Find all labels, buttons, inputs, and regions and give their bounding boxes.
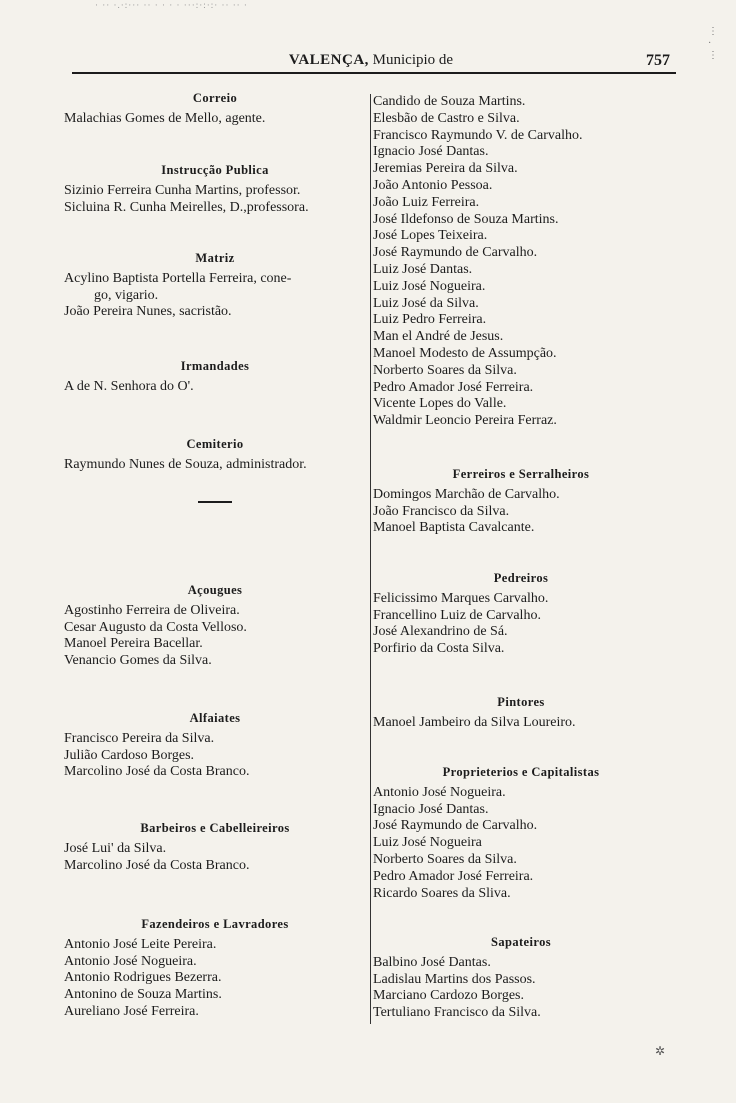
section-heading: Fazendeiros e Lavradores xyxy=(141,917,289,931)
section-correio xyxy=(64,90,366,128)
entry-line: Luiz José Nogueira xyxy=(373,835,482,851)
section-proprietarios xyxy=(373,764,669,902)
entry-line: Luiz José Nogueira. xyxy=(373,278,486,294)
entry-line: Venancio Gomes da Silva. xyxy=(64,653,212,669)
entry-line: Francisco Pereira da Silva. xyxy=(64,730,215,746)
section-irmandades xyxy=(64,358,366,396)
section-heading: Cemiterio xyxy=(186,437,244,451)
entry-line: Ignacio José Dantas. xyxy=(373,801,489,817)
section-heading: Ferreiros e Serralheiros xyxy=(452,467,590,481)
section-instrucao-publica xyxy=(64,162,366,216)
entry-line: Agostinho Ferreira de Oliveira. xyxy=(64,602,240,618)
entry-line: Manoel Modesto de Assumpção. xyxy=(373,345,557,361)
entry-line: João Luiz Ferreira. xyxy=(373,194,480,210)
entry-line: Tertuliano Francisco da Silva. xyxy=(373,1005,541,1021)
entry-line: Waldmir Leoncio Pereira Ferraz. xyxy=(373,413,557,429)
entry-line: João Pereira Nunes, sacristão. xyxy=(64,304,232,320)
entry-line: Sicluina R. Cunha Meirelles, D.,professora. xyxy=(64,199,309,215)
section-heading: Sapateiros xyxy=(490,935,552,949)
section-heading: Proprieterios e Capitalistas xyxy=(442,765,600,779)
entry-line: Julião Cardoso Borges. xyxy=(64,747,195,763)
entry-line: Ignacio José Dantas. xyxy=(373,144,489,160)
entry-line: José Lui' da Silva. xyxy=(64,840,167,856)
entry-line: Manoel Jambeiro da Silva Loureiro. xyxy=(373,714,576,730)
entry-line: Luiz José Dantas. xyxy=(373,261,473,277)
header-rule xyxy=(72,72,676,74)
entry-line: Pedro Amador José Ferreira. xyxy=(373,868,534,884)
entry-line: Balbino José Dantas. xyxy=(373,954,491,970)
entry-line: Acylino Baptista Portella Ferreira, cone- xyxy=(64,270,292,286)
entry-line: Raymundo Nunes de Souza, administrador. xyxy=(64,456,307,472)
scan-noise: · ·· ·.·:··· ·· · · · · ···:·:·:· ·· ·· · xyxy=(95,0,248,10)
section-barbeiros xyxy=(64,820,366,874)
entry-line: Antonio José Nogueira. xyxy=(373,784,506,800)
section-heading: Irmandades xyxy=(180,359,250,373)
entry-line: Domingos Marchão de Carvalho. xyxy=(373,486,560,502)
section-heading: Alfaiates xyxy=(189,711,241,725)
entry-line: Francellino Luiz de Carvalho. xyxy=(373,607,541,623)
entry-line: José Lopes Teixeira. xyxy=(373,228,488,244)
scan-smudge-mark: ✲ xyxy=(655,1044,666,1058)
section-sapateiros xyxy=(373,934,669,1022)
running-title xyxy=(72,52,670,69)
entry-line: Marcolino José da Costa Branco. xyxy=(64,764,250,780)
section-fazendeiros xyxy=(64,916,366,1021)
entry-line: José Raymundo de Carvalho. xyxy=(373,818,538,834)
entry-line: Luiz Pedro Ferreira. xyxy=(373,312,487,328)
entry-line: João Antonio Pessoa. xyxy=(373,177,493,193)
entry-line: Antonino de Souza Martins. xyxy=(64,987,222,1003)
entry-line: Elesbão de Castro e Silva. xyxy=(373,110,520,126)
section-alfaiates xyxy=(64,710,366,781)
entry-line: Pedro Amador José Ferreira. xyxy=(373,379,534,395)
entry-line: Aureliano José Ferreira. xyxy=(64,1003,199,1019)
entry-line: Luiz José da Silva. xyxy=(373,295,479,311)
entry-line: Antonio Rodrigues Bezerra. xyxy=(64,970,222,986)
entry-line: A de N. Senhora do O'. xyxy=(64,378,194,394)
entry-line: Ricardo Soares da Sliva. xyxy=(373,885,511,901)
section-heading: Pedreiros xyxy=(493,571,549,585)
entry-line: Norberto Soares da Silva. xyxy=(373,851,517,867)
column-divider xyxy=(370,94,371,1024)
section-matriz xyxy=(64,250,366,321)
entry-line: Malachias Gomes de Mello, agente. xyxy=(64,110,266,126)
entry-line: Jeremias Pereira da Silva. xyxy=(373,161,518,177)
page-number: 757 xyxy=(646,52,670,69)
section-continued-list xyxy=(373,94,669,430)
entry-line: Antonio José Leite Pereira. xyxy=(64,936,217,952)
entry-line: Candido de Souza Martins. xyxy=(373,94,526,109)
section-ferreiros xyxy=(373,466,669,537)
entry-line: Manoel Pereira Bacellar. xyxy=(64,636,203,652)
entry-line: Antonio José Nogueira. xyxy=(64,953,197,969)
entry-line: João Francisco da Silva. xyxy=(373,503,510,519)
section-separator-rule xyxy=(198,501,232,503)
entry-line: Norberto Soares da Silva. xyxy=(373,362,517,378)
place-name: VALENÇA, xyxy=(288,52,369,68)
section-pintores xyxy=(373,694,669,732)
section-heading: Instrucção Publica xyxy=(161,163,269,177)
entry-line: Francisco Raymundo V. de Carvalho. xyxy=(373,127,583,143)
section-cemiterio xyxy=(64,436,366,474)
municipality-label: Municipio de xyxy=(372,52,454,68)
section-pedreiros xyxy=(373,570,669,658)
section-heading: Pintores xyxy=(497,695,545,709)
section-heading: Matriz xyxy=(195,251,235,265)
scan-edge-mark: ⋮ · ⋮ xyxy=(708,26,718,61)
entry-line: Vicente Lopes do Valle. xyxy=(373,396,507,412)
entry-line: go, vigario. xyxy=(94,287,159,303)
entry-line: Felicissimo Marques Carvalho. xyxy=(373,590,549,606)
entry-line: Man el André de Jesus. xyxy=(373,329,504,345)
section-heading: Açougues xyxy=(187,583,243,597)
entry-line: José Ildefonso de Souza Martins. xyxy=(373,211,559,227)
section-heading: Correio xyxy=(192,91,238,105)
entry-line: Ladislau Martins dos Passos. xyxy=(373,971,536,987)
entry-line: Marciano Cardozo Borges. xyxy=(373,988,524,1004)
entry-line: José Raymundo de Carvalho. xyxy=(373,245,538,261)
entry-line: Cesar Augusto da Costa Velloso. xyxy=(64,619,247,635)
page-header xyxy=(72,52,670,74)
entry-line: Sizinio Ferreira Cunha Martins, professor. xyxy=(64,182,301,198)
section-acougues xyxy=(64,582,366,670)
section-heading: Barbeiros e Cabelleireiros xyxy=(140,821,290,835)
entry-line: Porfirio da Costa Silva. xyxy=(373,641,505,657)
entry-line: Manoel Baptista Cavalcante. xyxy=(373,520,535,536)
entry-line: Marcolino José da Costa Branco. xyxy=(64,857,250,873)
entry-line: José Alexandrino de Sá. xyxy=(373,624,508,640)
